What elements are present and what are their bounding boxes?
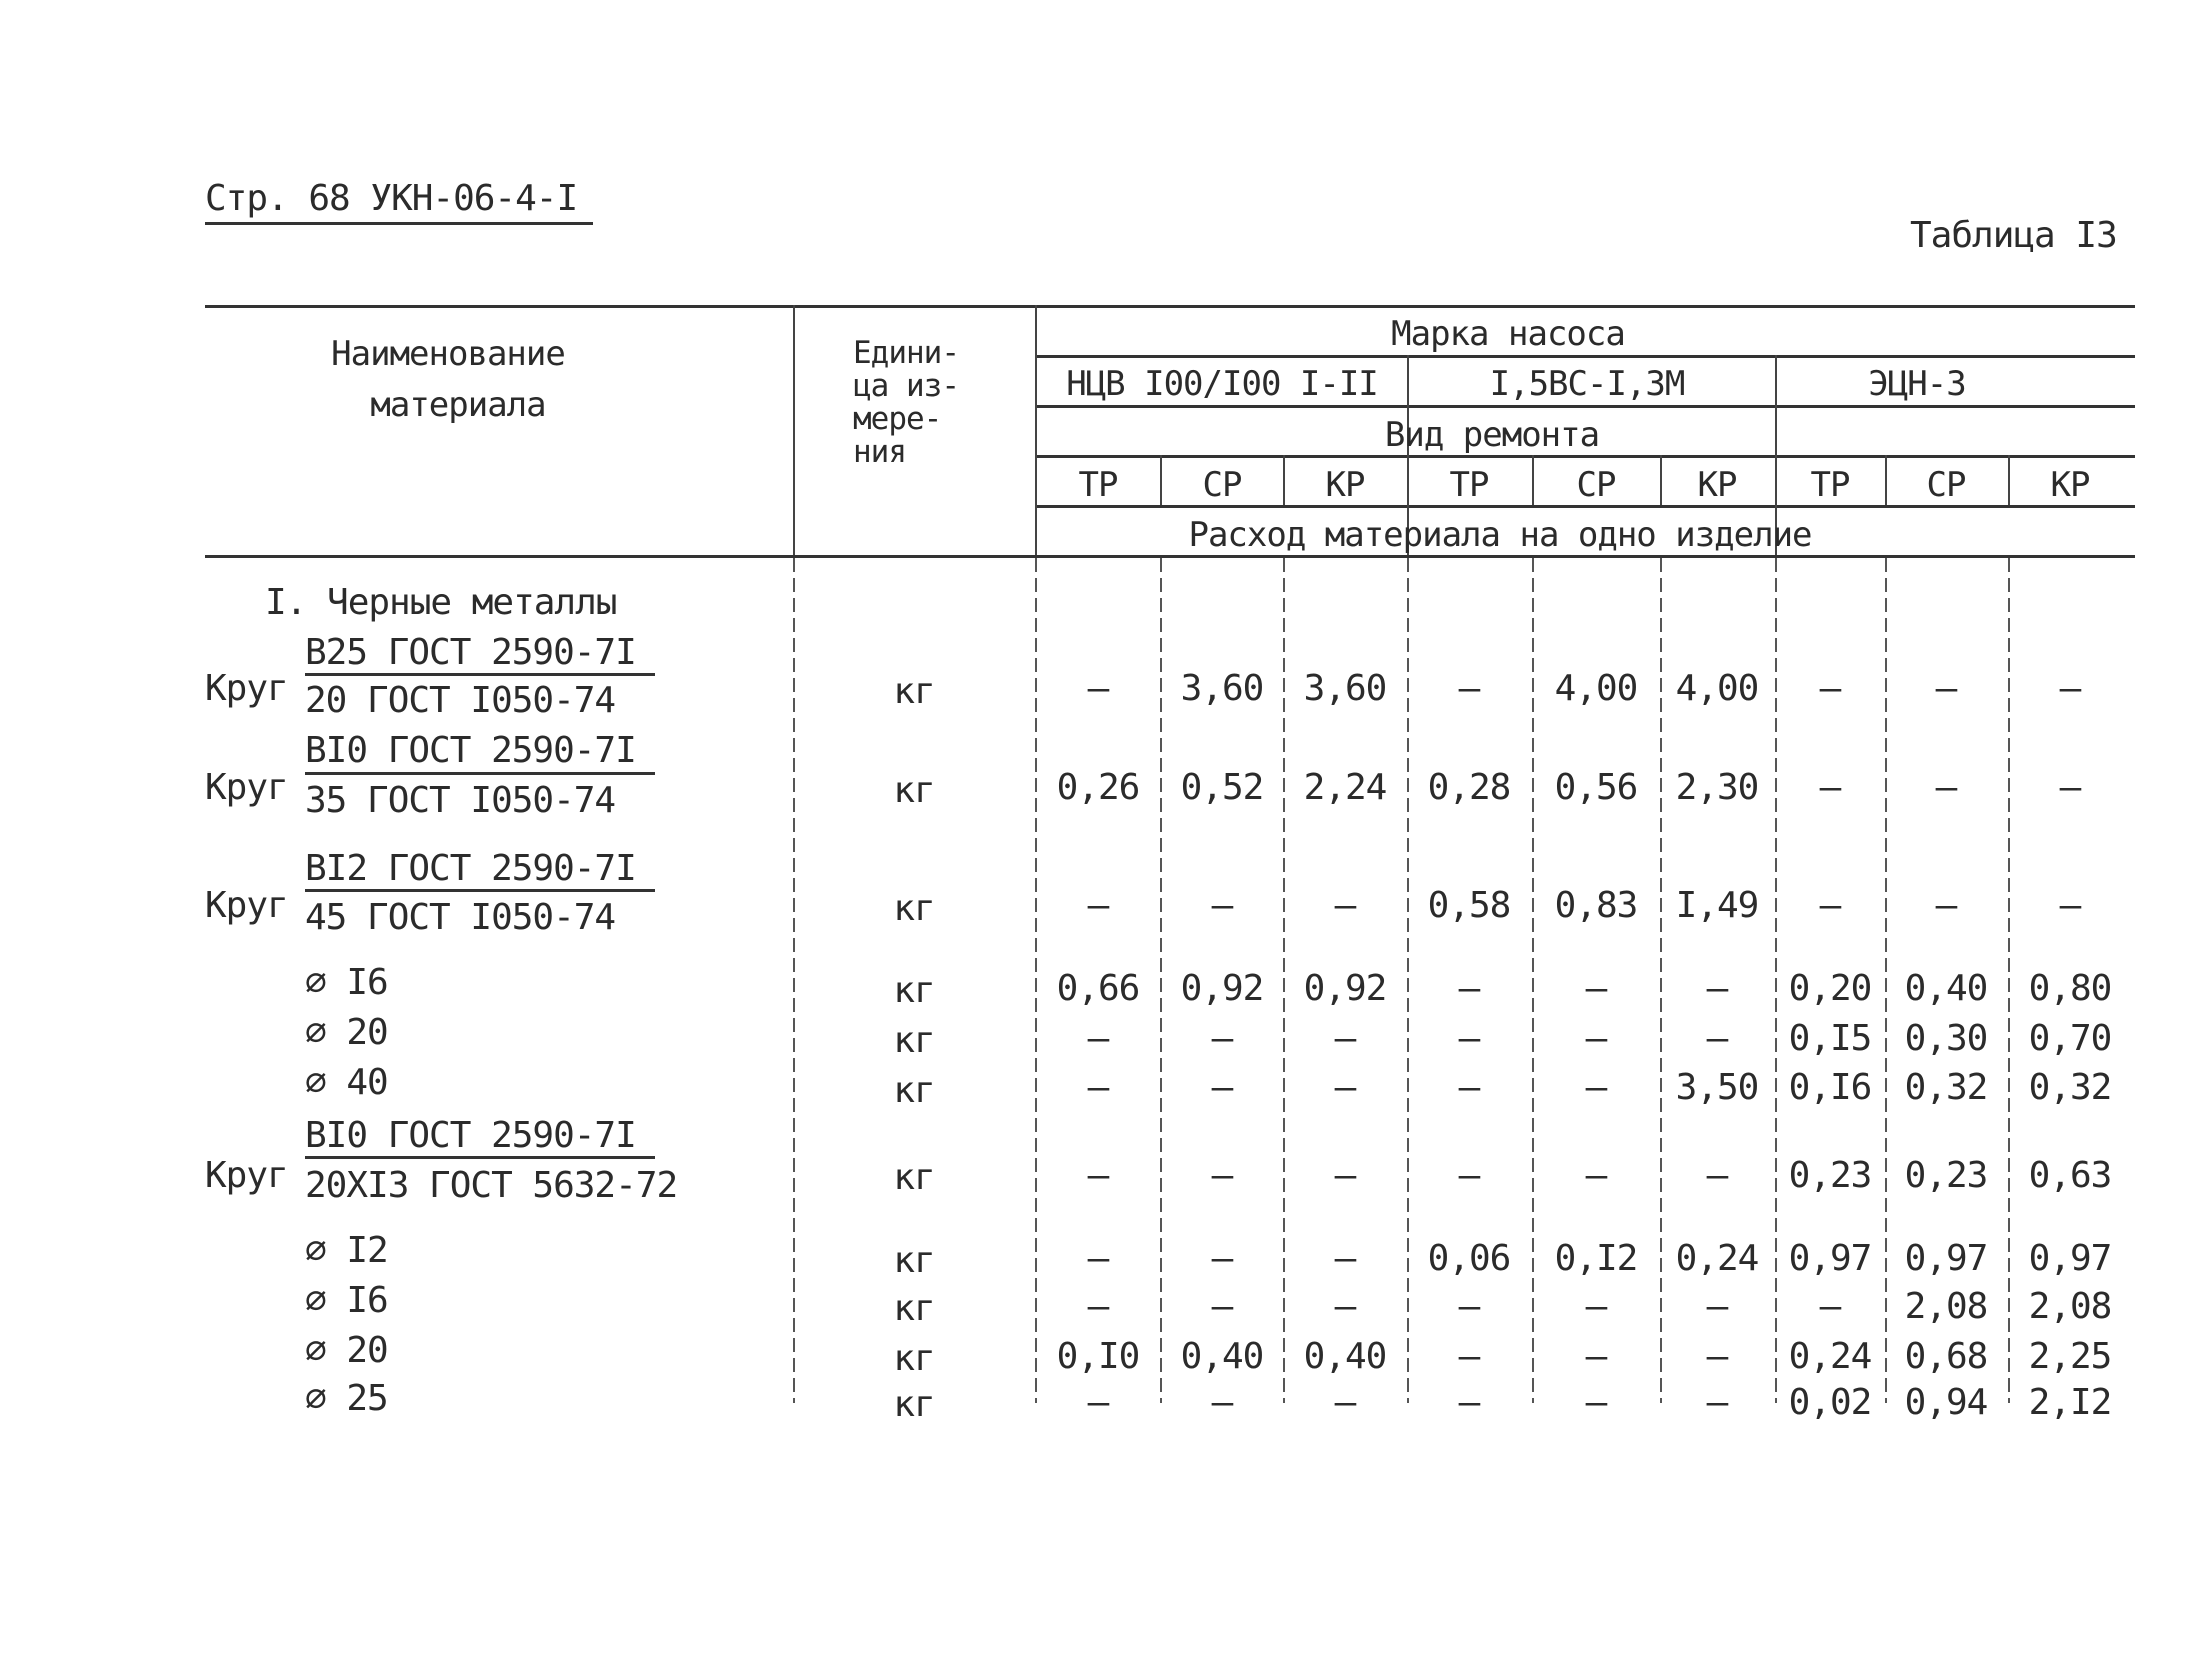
- repair-type-header: Вид ремонта: [1384, 415, 1600, 455]
- pump-1-header: НЦВ I00/I00 I-II: [1066, 364, 1378, 404]
- body-col-sep-1: [1160, 558, 1162, 1403]
- cell: –: [1087, 1382, 1109, 1423]
- header-rule-repair-type: [1035, 455, 2135, 458]
- cell: –: [1585, 1018, 1607, 1059]
- unit-col-header-line1: Едини-: [853, 335, 959, 371]
- cell: –: [1334, 1238, 1356, 1279]
- repair-header-3: КР: [1325, 465, 1365, 505]
- cell: –: [1211, 1018, 1233, 1059]
- cell: –: [1458, 1336, 1480, 1377]
- cell: 0,28: [1427, 767, 1511, 808]
- body-col-sep-5: [1660, 558, 1662, 1403]
- table-top-border: [205, 305, 2135, 308]
- cell: –: [1087, 668, 1109, 709]
- cell: 2,08: [2028, 1286, 2112, 1327]
- cell: –: [1211, 1286, 1233, 1327]
- cell: –: [1087, 1067, 1109, 1108]
- cell: 0,40: [1303, 1336, 1387, 1377]
- cell: 0,I2: [1554, 1238, 1638, 1279]
- row-unit: кг: [893, 671, 935, 712]
- cell: 0,23: [1904, 1155, 1988, 1196]
- cell: 2,24: [1303, 767, 1387, 808]
- cell: –: [1458, 1382, 1480, 1423]
- cell: 3,60: [1180, 668, 1264, 709]
- cell: 0,92: [1180, 968, 1264, 1009]
- cell: 2,I2: [2028, 1382, 2112, 1423]
- cell: –: [1458, 1067, 1480, 1108]
- cell: –: [1585, 1382, 1607, 1423]
- cell: –: [1706, 1155, 1728, 1196]
- row-unit: кг: [893, 1157, 935, 1198]
- row-unit: кг: [893, 1384, 935, 1425]
- cell: 0,97: [1788, 1238, 1872, 1279]
- consumption-header: Расход материала на одно изделие: [1188, 515, 1812, 555]
- cell: –: [1211, 885, 1233, 926]
- pump-3-header: ЭЦН-3: [1868, 364, 1966, 404]
- header-rule-repairs: [1035, 505, 2135, 508]
- cell: –: [2059, 885, 2081, 926]
- cell: 0,06: [1427, 1238, 1511, 1279]
- row-unit: кг: [893, 1020, 935, 1061]
- cell: –: [1458, 1018, 1480, 1059]
- cell: 0,56: [1554, 767, 1638, 808]
- header-rule-pump-brand: [1035, 355, 2135, 358]
- cell: 3,60: [1303, 668, 1387, 709]
- row-unit: кг: [893, 970, 935, 1011]
- col-sep-repair-5: [1660, 455, 1662, 505]
- cell: –: [1458, 968, 1480, 1009]
- cell: 0,52: [1180, 767, 1264, 808]
- row-grade-top: В25 ГОСТ 2590-7I: [305, 632, 636, 673]
- page-reference-underline: [205, 222, 593, 225]
- col-sep-repair-2: [1283, 455, 1285, 505]
- col-sep-repair-1: [1160, 455, 1162, 505]
- fraction-bar: [305, 673, 655, 676]
- repair-header-1: ТР: [1078, 465, 1118, 505]
- header-rule-pumps: [1035, 405, 2135, 408]
- cell: –: [1334, 1067, 1356, 1108]
- repair-header-5: СР: [1576, 465, 1616, 505]
- row-unit: кг: [893, 1240, 935, 1281]
- row-label: ∅ I6: [305, 1280, 388, 1321]
- body-col-sep-unit-data: [1035, 558, 1037, 1403]
- cell: –: [1819, 1286, 1841, 1327]
- row-label: ∅ 40: [305, 1062, 388, 1103]
- row-grade-bottom: 20 ГОСТ I050-74: [305, 680, 616, 721]
- cell: –: [1087, 1018, 1109, 1059]
- cell: 0,23: [1788, 1155, 1872, 1196]
- unit-col-header-line4: ния: [853, 434, 906, 470]
- cell: –: [1334, 1155, 1356, 1196]
- name-col-header-line1: Наименование: [331, 334, 565, 374]
- pump-2-header: I,5ВС-I,3М: [1489, 364, 1685, 404]
- cell: 0,32: [1904, 1067, 1988, 1108]
- row-unit: кг: [893, 888, 935, 929]
- cell: –: [1585, 1155, 1607, 1196]
- cell: –: [1585, 968, 1607, 1009]
- row-grade-bottom: 35 ГОСТ I050-74: [305, 780, 616, 821]
- body-col-sep-4: [1532, 558, 1534, 1403]
- cell: –: [1334, 1382, 1356, 1423]
- body-col-sep-name-unit: [793, 558, 795, 1403]
- cell: 0,83: [1554, 885, 1638, 926]
- cell: –: [2059, 767, 2081, 808]
- cell: 0,30: [1904, 1018, 1988, 1059]
- cell: –: [1211, 1382, 1233, 1423]
- cell: 0,92: [1303, 968, 1387, 1009]
- body-col-sep-8: [2008, 558, 2010, 1403]
- fraction-bar: [305, 889, 655, 892]
- cell: –: [1087, 1286, 1109, 1327]
- col-sep-repair-4: [1532, 455, 1534, 505]
- cell: –: [1585, 1336, 1607, 1377]
- col-sep-repair-7: [1885, 455, 1887, 505]
- cell: –: [1458, 1155, 1480, 1196]
- cell: –: [1458, 668, 1480, 709]
- repair-header-2: СР: [1202, 465, 1242, 505]
- repair-header-8: СР: [1926, 465, 1966, 505]
- row-unit: кг: [893, 1338, 935, 1379]
- name-col-header-line2: материала: [370, 385, 546, 425]
- col-sep-name-unit: [793, 305, 795, 555]
- cell: 2,08: [1904, 1286, 1988, 1327]
- cell: 0,32: [2028, 1067, 2112, 1108]
- cell: –: [2059, 668, 2081, 709]
- body-col-sep-3: [1407, 558, 1409, 1403]
- cell: 0,24: [1788, 1336, 1872, 1377]
- cell: 4,00: [1675, 668, 1759, 709]
- body-col-sep-6: [1775, 558, 1777, 1403]
- cell: 0,24: [1675, 1238, 1759, 1279]
- row-unit: кг: [893, 1070, 935, 1111]
- section-title: I. Черные металлы: [265, 582, 617, 623]
- fraction-bar: [305, 772, 655, 775]
- cell: 0,97: [2028, 1238, 2112, 1279]
- cell: 0,02: [1788, 1382, 1872, 1423]
- cell: 0,I0: [1056, 1336, 1140, 1377]
- table-number: Таблица I3: [1910, 215, 2117, 256]
- cell: 2,25: [2028, 1336, 2112, 1377]
- row-label: ∅ I6: [305, 962, 388, 1003]
- cell: –: [1585, 1067, 1607, 1108]
- header-bottom-border: [205, 555, 2135, 558]
- cell: 3,50: [1675, 1067, 1759, 1108]
- row-label: ∅ 25: [305, 1378, 388, 1419]
- cell: –: [1819, 767, 1841, 808]
- row-label: ∅ I2: [305, 1230, 388, 1271]
- cell: 0,68: [1904, 1336, 1988, 1377]
- fraction-bar: [305, 1156, 655, 1159]
- row-prefix: Круг: [205, 668, 288, 709]
- cell: 0,97: [1904, 1238, 1988, 1279]
- cell: 0,66: [1056, 968, 1140, 1009]
- cell: –: [1458, 1286, 1480, 1327]
- unit-col-header-line2: ца из-: [853, 368, 959, 404]
- cell: –: [1087, 885, 1109, 926]
- cell: –: [1706, 1336, 1728, 1377]
- col-sep-unit-data: [1035, 305, 1037, 555]
- row-grade-bottom: 45 ГОСТ I050-74: [305, 897, 616, 938]
- cell: 0,80: [2028, 968, 2112, 1009]
- cell: 4,00: [1554, 668, 1638, 709]
- row-prefix: Круг: [205, 1155, 288, 1196]
- cell: 2,30: [1675, 767, 1759, 808]
- row-prefix: Круг: [205, 885, 288, 926]
- cell: –: [1334, 1286, 1356, 1327]
- cell: 0,20: [1788, 968, 1872, 1009]
- cell: –: [1706, 1018, 1728, 1059]
- row-label: ∅ 20: [305, 1012, 388, 1053]
- repair-header-9: КР: [2050, 465, 2090, 505]
- row-grade-bottom: 20ХI3 ГОСТ 5632-72: [305, 1165, 678, 1206]
- cell: 0,58: [1427, 885, 1511, 926]
- repair-header-4: ТР: [1449, 465, 1489, 505]
- cell: –: [1334, 885, 1356, 926]
- page-reference: Стр. 68 УКН-06-4-I: [205, 178, 578, 219]
- cell: –: [1706, 1382, 1728, 1423]
- cell: I,49: [1675, 885, 1759, 926]
- row-grade-top: ВI0 ГОСТ 2590-7I: [305, 1115, 636, 1156]
- row-unit: кг: [893, 1288, 935, 1329]
- cell: –: [1087, 1238, 1109, 1279]
- pump-brand-header: Марка насоса: [1391, 314, 1625, 354]
- row-unit: кг: [893, 770, 935, 811]
- cell: –: [1211, 1155, 1233, 1196]
- unit-col-header-line3: мере-: [853, 401, 942, 437]
- cell: –: [1935, 885, 1957, 926]
- cell: –: [1935, 668, 1957, 709]
- cell: 0,70: [2028, 1018, 2112, 1059]
- cell: –: [1819, 885, 1841, 926]
- cell: 0,I6: [1788, 1067, 1872, 1108]
- row-grade-top: ВI0 ГОСТ 2590-7I: [305, 730, 636, 771]
- cell: –: [1585, 1286, 1607, 1327]
- cell: –: [1935, 767, 1957, 808]
- cell: –: [1706, 968, 1728, 1009]
- col-sep-repair-8: [2008, 455, 2010, 505]
- cell: –: [1211, 1067, 1233, 1108]
- cell: –: [1334, 1018, 1356, 1059]
- cell: 0,40: [1904, 968, 1988, 1009]
- repair-header-6: КР: [1697, 465, 1737, 505]
- body-col-sep-2: [1283, 558, 1285, 1403]
- cell: –: [1087, 1155, 1109, 1196]
- row-label: ∅ 20: [305, 1330, 388, 1371]
- row-prefix: Круг: [205, 767, 288, 808]
- repair-header-7: ТР: [1810, 465, 1850, 505]
- cell: –: [1819, 668, 1841, 709]
- cell: –: [1211, 1238, 1233, 1279]
- cell: 0,40: [1180, 1336, 1264, 1377]
- cell: 0,26: [1056, 767, 1140, 808]
- row-grade-top: ВI2 ГОСТ 2590-7I: [305, 848, 636, 889]
- cell: –: [1706, 1286, 1728, 1327]
- cell: 0,94: [1904, 1382, 1988, 1423]
- cell: 0,I5: [1788, 1018, 1872, 1059]
- cell: 0,63: [2028, 1155, 2112, 1196]
- body-col-sep-7: [1885, 558, 1887, 1403]
